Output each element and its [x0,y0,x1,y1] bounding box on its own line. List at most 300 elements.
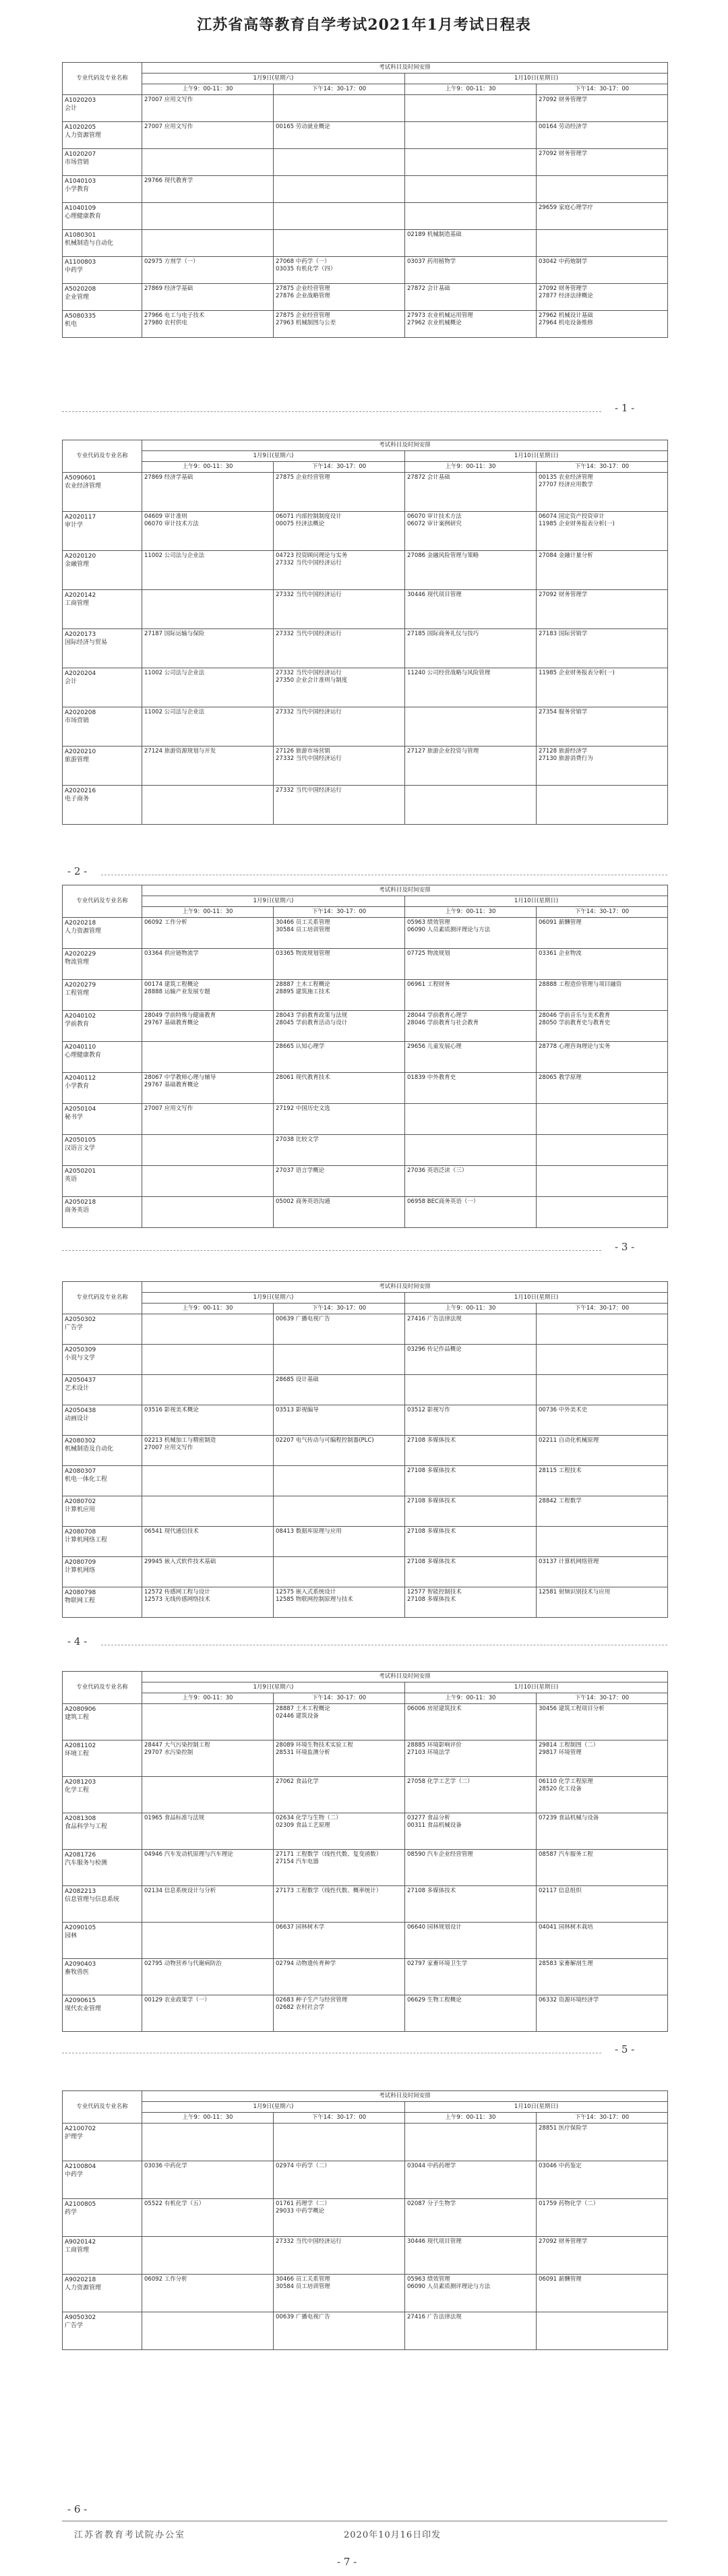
session-header-4: 下午14：30-17：00 [537,2113,668,2124]
subject-cell [142,918,274,949]
subject-entry: 06072 审计案例研究 [407,521,462,527]
subject-entry: 03042 中药炮制学 [539,258,588,265]
subject-entry: 00165 劳动就业概论 [276,123,330,130]
major-line: 小学教育 [65,186,90,193]
subject-entry: 29766 现代教育学 [144,177,193,184]
subject-entry: 28067 中学教师心理与辅导 [144,1074,216,1081]
subject-entry: 27037 语言学概论 [276,1167,325,1174]
table-row [63,1104,668,1135]
session-header-3: 上午9：00-11：30 [405,84,537,95]
major-cell [63,1466,142,1496]
subject-cell [405,1197,537,1228]
subject-cell [537,1587,668,1618]
subject-entry: 02211 自动化机械原理 [539,1437,599,1444]
subject-cell [537,707,668,747]
subject-cell [142,1073,274,1104]
subject-cell [274,122,405,149]
subject-entry: 02683 种子生产与经营管理 [276,1997,348,2003]
subject-cell [405,2312,537,2350]
major-line: A2020210 [65,749,96,755]
major-cell [63,1527,142,1557]
subject-cell [537,980,668,1011]
subject-entry: 03036 中药化学 [144,2163,187,2169]
subject-cell [274,1777,405,1813]
subject-cell [537,786,668,825]
major-line: A2100804 [65,2163,96,2170]
major-cell [63,1995,142,2032]
major-column-header: 专业代码及专业名称 [63,885,142,918]
subject-cell [537,473,668,512]
subject-cell [142,1405,274,1436]
subject-cell [274,1011,405,1042]
subject-entry: 27332 当代中国经济运行 [276,670,342,676]
subject-entry: 06110 化学工程原理 [539,1778,593,1785]
subject-cell [405,1959,537,1995]
subject-entry: 27058 化学工艺学（二） [407,1778,473,1785]
subject-cell [405,1466,537,1496]
subject-cell [142,1314,274,1345]
subject-entry: 27332 当代中国经济运行 [276,787,342,794]
major-cell [63,1011,142,1042]
major-cell [63,2161,142,2199]
table-row [63,1073,668,1104]
subject-cell [142,1813,274,1850]
subject-cell [537,1135,668,1166]
subject-entry: 27092 财务管理学 [539,96,588,103]
subject-cell [405,122,537,149]
subject-cell [405,230,537,257]
session-header-1: 上午9：00-11：30 [142,462,274,473]
subject-entry: 06092 工作分析 [144,919,187,926]
subject-entry: 27130 旅游消费行为 [539,755,593,762]
subject-cell [142,2312,274,2350]
table-row [63,1314,668,1345]
subject-entry: 02117 信息组织 [539,1887,582,1894]
major-cell [63,176,142,203]
subject-entry: 12575 嵌入式系统设计 [276,1589,336,1596]
major-line: 护理学 [65,2134,84,2140]
subject-cell [142,1436,274,1466]
subject-entry: 02189 机械制造基础 [407,231,462,238]
subject-cell [142,1042,274,1073]
subject-cell [537,2199,668,2237]
subject-cell [142,2124,274,2161]
major-line: A5020208 [65,286,96,293]
subject-entry: 03361 企业物流 [539,950,582,957]
major-cell [63,949,142,980]
subject-cell [405,2199,537,2237]
subject-cell [274,1995,405,2032]
subject-entry: 27980 农村供电 [144,320,187,326]
major-column-header: 专业代码及专业名称 [63,63,142,95]
schedule-table [62,1671,668,2032]
subject-entry: 27092 财务管理学 [539,591,588,598]
page-number-2: - 2 - [67,865,88,877]
subject-entry: 03516 影视美术概论 [144,1407,199,1413]
footer-issuer: 江苏省教育考试院办公室 [74,2530,186,2540]
subject-entry: 03512 影视写作 [407,1407,450,1413]
major-line: 心理健康教育 [65,213,102,220]
major-line: A2040112 [65,1075,96,1082]
subject-entry: 29817 环境管理 [539,1749,582,1756]
table-row [63,230,668,257]
subject-entry: 27154 汽车电器 [276,1858,319,1865]
major-line: 农业经济管理 [65,483,102,490]
major-cell [63,2124,142,2161]
subject-cell [142,551,274,590]
subject-entry: 27108 多媒体技术 [407,1558,456,1565]
subject-cell [537,1104,668,1135]
table-row [63,1042,668,1073]
subject-cell [274,707,405,747]
subject-cell [142,2199,274,2237]
major-line: 机械制造与自动化 [65,240,114,247]
session-header-2: 下午14：30-17：00 [274,462,405,473]
subject-entry: 27084 金融计量分析 [539,552,593,559]
subject-entry: 11002 公司法与企业法 [144,552,205,559]
subject-cell [142,1166,274,1197]
subject-entry: 28043 学前教育政策与法规 [276,1012,348,1019]
subject-cell [142,980,274,1011]
subject-entry: 02795 动物营养与代谢病防治 [144,1960,222,1967]
subject-cell [274,1740,405,1777]
document-title: 江苏省高等教育自学考试2021年1月考试日程表 [197,16,531,34]
subject-entry: 29033 中药学概论 [276,2208,325,2215]
subject-entry: 11240 公司经营战略与风险管理 [407,670,491,676]
subject-cell [274,2275,405,2312]
subject-entry: 27108 多媒体技术 [407,1528,456,1535]
table-row [63,473,668,512]
subject-entry: 28895 建筑施工技术 [276,989,330,995]
major-cell [63,1740,142,1777]
subject-entry: 05522 有机化学（五） [144,2200,205,2207]
day1-header: 1月9日(星期六) [142,1293,405,1304]
subject-entry: 00129 农业政策学（一） [144,1997,210,2003]
major-cell [63,473,142,512]
subject-entry: 27875 企业经营管理 [276,285,330,292]
subject-cell [142,2161,274,2199]
table-row [63,1135,668,1166]
subject-entry: 27171 工程数学（线性代数、复变函数） [276,1851,382,1858]
table-row [63,149,668,176]
subject-cell [537,1197,668,1228]
major-line: 审计学 [65,522,84,529]
major-column-header: 专业代码及专业名称 [63,2091,142,2124]
major-line: 计算机网络工程 [65,1537,108,1544]
major-line: 畜牧兽医 [65,1969,90,1976]
subject-entry: 27966 电工与电子技术 [144,312,205,319]
major-cell [63,512,142,551]
subject-entry: 27875 企业经营管理 [276,474,330,481]
subject-entry: 06640 园林规划设计 [407,1924,462,1931]
subject-entry: 03513 影视编导 [276,1407,319,1413]
subject-entry: 27877 经济法律概论 [539,293,593,299]
major-cell [63,629,142,668]
subject-entry: 28046 学前教育与社会教育 [407,1020,479,1026]
major-line: A2020120 [65,553,96,560]
major-line: 工商管理 [65,600,90,607]
subject-entry: 29767 基础教育概论 [144,1082,199,1088]
major-line: A2040102 [65,1013,96,1020]
subject-entry: 06332 资源环境经济学 [539,1997,599,2003]
subject-entry: 27124 旅游资源规划与开发 [144,748,216,755]
subject-cell [405,1704,537,1740]
subject-cell [537,1345,668,1375]
major-line: 会计 [65,105,78,112]
major-cell [63,2275,142,2312]
subject-entry: 28885 环境影响评价 [407,1742,462,1749]
major-cell [63,122,142,149]
subject-cell [142,230,274,257]
major-line: 计算机网络 [65,1567,96,1574]
subject-entry: 04041 园林树木栽培 [539,1924,593,1931]
table-row [63,1436,668,1466]
subject-entry: 06541 现代通信技术 [144,1528,199,1535]
major-line: A2020229 [65,951,96,958]
subject-cell [274,311,405,338]
subject-entry: 27173 工程数学（线性代数、概率统计） [276,1887,382,1894]
subject-entry: 27007 应用文写作 [144,1444,193,1451]
subject-entry: 02213 机械加工与精密制造 [144,1437,216,1444]
major-line: 化学工程 [65,1787,90,1794]
major-line: 艺术设计 [65,1385,90,1392]
table-row [63,2161,668,2199]
subject-entry: 27332 当代中国经济运行 [276,631,342,637]
subject-entry: 28665 认知心理学 [276,1043,325,1050]
subject-entry: 28887 土木工程概论 [276,1705,330,1712]
subject-entry: 27872 会计基础 [407,285,450,292]
major-line: 药学 [65,2209,78,2216]
major-cell [63,284,142,311]
subject-cell [537,1527,668,1557]
subject-cell [405,1496,537,1527]
major-line: 建筑工程 [65,1714,90,1721]
subject-entry: 27103 环境法学 [407,1749,450,1756]
subject-entry: 29656 儿童发展心理 [407,1043,462,1050]
session-header-1: 上午9：00-11：30 [142,84,274,95]
subject-cell [405,2275,537,2312]
subject-entry: 00174 建筑工程概论 [144,981,199,988]
subject-cell [142,668,274,707]
subject-cell [405,590,537,629]
schedule-header: 考试科目及时间安排 [142,2091,668,2102]
subject-cell [537,1995,668,2032]
subject-entry: 28447 大气污染控制工程 [144,1742,210,1749]
subject-entry: 00075 经济法概论 [276,521,325,527]
subject-cell [405,786,537,825]
major-cell [63,311,142,338]
subject-entry: 06958 BEC商务英语（一） [407,1198,479,1205]
subject-cell [405,1813,537,1850]
major-line: A9050302 [65,2314,96,2321]
page-number-3: - 3 - [615,1241,635,1253]
table-row [63,590,668,629]
table-row [63,2237,668,2275]
major-line: A2081726 [65,1852,96,1858]
subject-cell [142,1704,274,1740]
major-line: A2090615 [65,1997,96,2004]
subject-cell [405,1886,537,1923]
subject-cell [405,257,537,284]
subject-cell [405,980,537,1011]
major-cell [63,1813,142,1850]
subject-entry: 05002 商务英语沟通 [276,1198,330,1205]
subject-entry: 07239 食品机械与设备 [539,1815,599,1821]
page-divider [62,411,601,412]
table-row [63,512,668,551]
subject-cell [405,203,537,230]
major-line: 人力资源管理 [65,2285,102,2291]
subject-cell [274,1557,405,1587]
subject-entry: 03277 食品分析 [407,1815,450,1821]
subject-cell [405,284,537,311]
major-cell [63,747,142,786]
subject-cell [274,1923,405,1959]
subject-cell [274,629,405,668]
major-line: A2080307 [65,1468,96,1475]
table-row [63,551,668,590]
subject-cell [537,1740,668,1777]
subject-cell [405,918,537,949]
subject-entry: 27185 国际商务礼仪与技巧 [407,631,479,637]
subject-entry: 27007 应用文写作 [144,123,193,130]
subject-cell [274,1042,405,1073]
subject-cell [274,149,405,176]
subject-entry: 27187 国际运输与保险 [144,631,205,637]
subject-cell [142,1959,274,1995]
subject-entry: 06090 人员素质测评理论与方法 [407,927,491,933]
subject-entry: 27332 当代中国经济运行 [276,755,342,762]
major-line: A2080708 [65,1529,96,1535]
subject-cell [537,1166,668,1197]
subject-cell [274,230,405,257]
major-line: 学前教育 [65,1021,90,1028]
subject-entry: 28049 学前特殊与健康教育 [144,1012,216,1019]
subject-entry: 00736 中外美术史 [539,1407,588,1413]
subject-entry: 11002 公司法与企业法 [144,709,205,715]
major-line: 工程管理 [65,990,90,997]
subject-entry: 06074 国定资产投资审计 [539,513,605,520]
subject-cell [142,707,274,747]
subject-cell [142,311,274,338]
session-header-3: 上午9：00-11：30 [405,462,537,473]
subject-entry: 30584 员工培训管理 [276,927,330,933]
major-cell [63,1923,142,1959]
subject-cell [537,629,668,668]
major-cell [63,1557,142,1587]
subject-entry: 28685 设计基础 [276,1376,319,1383]
subject-entry: 30466 员工关系管理 [276,919,330,926]
subject-cell [274,1496,405,1527]
major-line: 物联网工程 [65,1598,96,1604]
subject-cell [537,512,668,551]
major-cell [63,1135,142,1166]
session-header-4: 下午14：30-17：00 [537,1693,668,1704]
subject-entry: 02634 化学与生物（二） [276,1815,342,1821]
subject-entry: 03296 传记作品概论 [407,1346,462,1353]
major-line: 电子商务 [65,796,90,802]
major-line: A2040110 [65,1044,96,1051]
major-cell [63,230,142,257]
subject-cell [142,1011,274,1042]
subject-cell [537,1496,668,1527]
major-cell [63,1496,142,1527]
subject-entry: 27332 当代中国经济运行 [276,591,342,598]
subject-cell [537,122,668,149]
subject-entry: 06070 审计技术方法 [407,513,462,520]
major-cell [63,590,142,629]
subject-cell [274,257,405,284]
table-row [63,1375,668,1405]
major-line: 物流管理 [65,959,90,966]
subject-cell [537,1850,668,1886]
subject-entry: 29767 基础教育概论 [144,1020,199,1026]
subject-cell [405,1527,537,1557]
major-line: A2050437 [65,1377,96,1384]
day1-header: 1月9日(星期六) [142,451,405,462]
subject-cell [537,230,668,257]
table-row [63,707,668,747]
subject-entry: 27038 比较文学 [276,1136,319,1143]
subject-entry: 28851 医疗保险学 [539,2125,588,2132]
subject-cell [142,257,274,284]
subject-entry: 28531 环境监测分析 [276,1749,330,1756]
subject-cell [274,1135,405,1166]
subject-cell [274,747,405,786]
subject-entry: 27332 当代中国经济运行 [276,2238,342,2245]
major-line: A2020117 [65,514,96,521]
schedule-header: 考试科目及时间安排 [142,1672,668,1682]
subject-entry: 28842 工程数学 [539,1498,582,1504]
major-cell [63,2237,142,2275]
session-header-2: 下午14：30-17：00 [274,907,405,918]
major-line: A2050309 [65,1347,96,1353]
major-cell [63,668,142,707]
subject-cell [142,1923,274,1959]
subject-cell [537,1886,668,1923]
major-line: 金融管理 [65,561,90,568]
subject-cell [274,1813,405,1850]
major-line: 广告学 [65,1324,84,1331]
major-line: 商务英语 [65,1207,90,1214]
day2-header: 1月10日(星期日) [405,896,668,907]
subject-cell [537,2237,668,2275]
subject-entry: 02309 食品工艺原理 [276,1822,330,1829]
subject-cell [142,747,274,786]
subject-cell [537,1704,668,1740]
subject-cell [142,1527,274,1557]
schedule-table [62,1281,668,1618]
subject-cell [405,1777,537,1813]
subject-cell [274,2237,405,2275]
subject-entry: 28583 家畜解剖生理 [539,1960,593,1967]
session-header-4: 下午14：30-17：00 [537,84,668,95]
subject-cell [142,284,274,311]
subject-entry: 03365 物流规划管理 [276,950,330,957]
major-line: A2090403 [65,1961,96,1968]
subject-entry: 28046 学前音乐与美术教育 [539,1012,611,1019]
day2-header: 1月10日(星期日) [405,2102,668,2113]
subject-cell [142,473,274,512]
table-row [63,1813,668,1850]
major-cell [63,1436,142,1466]
subject-entry: 27416 广告法律法规 [407,2314,462,2320]
table-row [63,1923,668,1959]
subject-cell [274,473,405,512]
subject-entry: 05963 绩效管理 [407,2276,450,2283]
subject-entry: 03044 中药药理学 [407,2163,456,2169]
subject-cell [405,1405,537,1436]
